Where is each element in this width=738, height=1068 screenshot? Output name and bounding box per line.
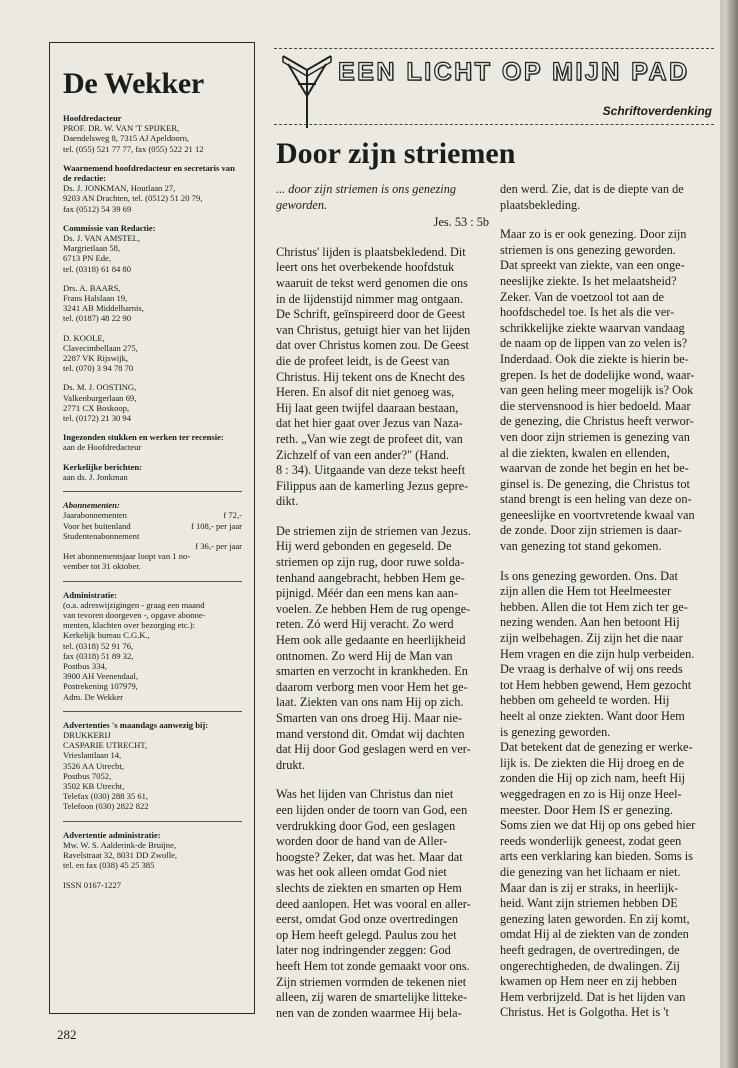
article-line: Is ons genezing geworden. Ons. Dat — [500, 568, 678, 583]
ad-admin-line: Mw. W. S. Aalderink-de Bruijne, — [63, 839, 177, 850]
subscription-price: f 72,- — [223, 510, 242, 521]
article-line: Filippus aan de kamerling Jezus gepre- — [276, 478, 469, 493]
colophon-line: tel. (0318) 61 84 80 — [63, 263, 132, 274]
advertising-line: 3526 AA Utrecht, — [63, 760, 124, 771]
article-line: daarom verborg men voor Hem het ge- — [276, 679, 468, 694]
subscription-label: Jaarabonnementen — [63, 510, 127, 521]
right-paragraphs — [500, 182, 718, 1021]
colophon-line: Ds. M. J. OOSTING, — [63, 382, 137, 393]
article-line: later nog indringender zeggen: God — [276, 943, 451, 958]
article-line: smarten en verzocht in krankheden. En — [276, 664, 468, 679]
article-line: reten. Zó werd Hij veracht. Zo werd — [276, 617, 454, 632]
administration-line: Postbus 334, — [63, 660, 107, 671]
article-paragraph — [276, 524, 489, 774]
article-line: ongerechtigheden, de dwalingen. Zij — [500, 958, 680, 973]
advertising-line: 3502 KB Utrecht, — [63, 780, 125, 791]
administration-line: 3900 AH Veenendaal, — [63, 671, 139, 682]
article-line: van geen heling meer mogelijk is? Ook — [500, 383, 694, 398]
colophon-line: Clavecimbellaan 275, — [63, 342, 138, 353]
article-line: pijnigd. Méér dan een mens kan aan- — [276, 586, 458, 601]
colophon-line: 3241 AB Middelharnis, — [63, 303, 144, 314]
subscription-price: f 108,- per jaar — [190, 520, 242, 531]
article-line: Was het lijden van Christus dan niet — [276, 787, 454, 802]
article-line: in de lijdenstijd nimmer mag ontgaan. — [276, 291, 464, 306]
article-line: op Hem heeft gelegd. Paulus zou het — [276, 927, 457, 942]
colophon-block — [63, 163, 242, 214]
article-line: hoofdschedel toe. Is het als die ver- — [500, 305, 675, 320]
colophon-line: 9203 AN Drachten, tel. (0512) 51 20 79, — [63, 193, 203, 204]
article-line: De Schrift, geïnspireerd door de Geest — [276, 307, 466, 322]
colophon-block — [63, 432, 242, 452]
colophon-line: aan ds. J. Jonkman — [63, 471, 128, 482]
colophon-line: Frans Halslaan 19, — [63, 293, 128, 304]
colophon-line: Margrietlaan 58, — [63, 243, 121, 254]
advertising-heading: Advertenties 's maandags aanwezig bij: — [63, 719, 209, 730]
article-paragraph — [500, 227, 718, 554]
article-line: Hem vragen en die zijn hulp verbeiden. — [500, 646, 695, 661]
motto-text — [276, 182, 489, 213]
colophon-line: tel. (0187) 48 22 90 — [63, 313, 132, 324]
administration-line: menten, klachten over bezorging etc.): — [63, 620, 196, 631]
article-line: waaruit de tekst werd genomen die ons — [276, 275, 468, 290]
article-line: omdat Hij al de ziekten van de zonden — [500, 927, 689, 942]
administration-heading: Administratie: — [63, 589, 117, 600]
ad-admin-block — [63, 821, 242, 871]
colophon-line: 2287 VK Rijswijk, — [63, 353, 129, 364]
colophon-heading: Hoofdredacteur — [63, 113, 122, 123]
advertising-line: DRUKKERIJ — [63, 729, 111, 740]
article-line: ontnomen. Zo werd Hij de Man van — [276, 648, 453, 663]
article-line: De striemen zijn de striemen van Jezus. — [276, 523, 471, 538]
article-line: Dat betekent dat de genezing er werke- — [500, 740, 693, 755]
article-line: reeds wonderlijk geneest, zodat geen — [500, 833, 682, 848]
advertising-block — [63, 711, 242, 812]
article-line: was het ook alleen omdat God niet — [276, 865, 447, 880]
article-line: de genezing, die Christus heeft verwor- — [500, 414, 694, 429]
article-paragraph — [276, 787, 489, 1021]
colophon-line: PROF. DR. W. VAN 'T SPIJKER, — [63, 123, 180, 134]
article-paragraph — [500, 569, 718, 1021]
article-line: een lijden onder de toorn van God, een — [276, 802, 468, 817]
colophon-line: 6713 PN Ede, — [63, 253, 111, 264]
colophon-box — [49, 42, 255, 1014]
article-line: Maar dan is zij er straks, in heerlijk- — [500, 880, 679, 895]
advertising-line: Telefoon (030) 2822 822 — [63, 801, 149, 812]
colophon-line: Valkenburgerlaan 69, — [63, 392, 137, 403]
colophon-blocks — [63, 113, 242, 482]
article-line: die genezing van het lichaam er niet. — [500, 864, 681, 879]
motto-line: ... door zijn striemen is ons genezing — [276, 182, 457, 196]
article-line: hebben. Allen die tot Hem zich ter ge- — [500, 599, 688, 614]
subscription-label: Studentenabonnement — [63, 530, 140, 541]
administration-line: (o.a. adreswijzigingen - graag een maand — [63, 599, 205, 610]
article-line: deed aanlopen. Het was vooral en aller- — [276, 896, 471, 911]
article-line: worden door de hand van de Aller- — [276, 834, 448, 849]
administration-line: Kerkelijk bureau C.G.K., — [63, 630, 150, 641]
subscription-note-line: vember tot 31 oktober. — [63, 561, 141, 572]
advertising-line: Postbus 7052, — [63, 770, 112, 781]
article-line: ginsel is. De genezing, die Christus tot — [500, 476, 690, 491]
article-line: Zijn striemen vormden de tekenen niet — [276, 974, 467, 989]
subscriptions-heading: Abonnementen: — [63, 500, 120, 511]
article-line: nezing wenden. Aan hen betoont Hij — [500, 615, 680, 630]
open-book-cross-icon — [280, 50, 334, 130]
article-line: eerst, omdat God onze overtredingen — [276, 912, 458, 927]
page-number: 282 — [57, 1027, 77, 1042]
administration-line: van tevoren doorgeven -, opgave abonne- — [63, 609, 206, 620]
article-line: verdrukking door God, een geslagen — [276, 818, 456, 833]
colophon-line: Ds. J. VAN AMSTEL, — [63, 233, 141, 244]
subscription-rows — [63, 510, 242, 551]
colophon-heading: Kerkelijke berichten: — [63, 461, 142, 472]
article-line: Maar zo is er ook genezing. Door zijn — [500, 227, 687, 242]
article-line: laat. Ziekten van ons nam Hij op zich. — [276, 695, 464, 710]
administration-block — [63, 581, 242, 702]
motto — [276, 182, 489, 231]
article-line: hoogste? Zeker, dat was het. Maar dat — [276, 849, 463, 864]
article-line: Zichzelf of van een ander?" (Hand. — [276, 447, 449, 462]
article-line: mand verstond dit. Omdat wij dachten — [276, 726, 465, 741]
article-column-left — [276, 182, 489, 1035]
subscription-note — [63, 551, 242, 571]
article-line: dat Hij door God geslagen werd en ver- — [276, 742, 471, 757]
subscription-row — [63, 521, 242, 531]
scripture-reference: Jes. 53 : 5b — [433, 215, 489, 230]
ad-admin-line: Ravelstraat 32, 8031 DD Zwolle, — [63, 849, 178, 860]
issn: ISSN 0167-1227 — [63, 880, 122, 891]
article-line: kwamen op Hem neer en zij hebben — [500, 974, 677, 989]
article-line: arts een verklaring kan bieden. Soms is — [500, 849, 693, 864]
article-line: Hij werd gebonden en gegeseld. De — [276, 539, 452, 554]
colophon-block — [63, 382, 242, 423]
article-line: geneeslijke en voortvretende kwaal van — [500, 507, 695, 522]
article-line: al die ziekten, kwalen en ellenden, — [500, 445, 670, 460]
administration-line: Adm. De Wekker — [63, 691, 124, 702]
administration-line: fax (0318) 51 89 32, — [63, 650, 134, 661]
colophon-heading: Waarnemend hoofdredacteur en secretaris van de redactie: — [63, 162, 235, 184]
article-line: weggedragen en zo is Hij onze Heel- — [500, 786, 682, 801]
administration-line: tel. (0318) 52 91 76, — [63, 640, 134, 651]
colophon-line: aan de Hoofdredacteur — [63, 442, 142, 453]
article-line: 8 : 34). Uitgaande van deze tekst heeft — [276, 463, 466, 478]
article-line: waarvan de zonde het begin en het be- — [500, 461, 689, 476]
article-line: den werd. Zie, dat is de diepte van de — [500, 182, 684, 196]
article-line: heid. Want zijn striemen hebben DE — [500, 896, 678, 911]
colophon-block — [63, 462, 242, 482]
issn-block — [63, 880, 242, 890]
article-line: van genezing tot stand gekomen. — [500, 539, 662, 554]
advertising-line: Telefax (030) 288 35 61, — [63, 791, 149, 802]
ad-admin-line: tel. en fax (038) 45 25 385 — [63, 860, 155, 871]
article-line: Soms zien we dat Hij op ons gebed hier — [500, 818, 696, 833]
article-line: Heren. En alsof dit niet genoeg was, — [276, 385, 455, 400]
colophon-block — [63, 333, 242, 374]
colophon-line: tel. (070) 3 94 78 70 — [63, 363, 134, 374]
page-edge — [724, 0, 738, 1068]
article-line: striemen op zijn rug, door ruwe solda- — [276, 555, 465, 570]
article-line: Hij laat geen twijfel daaraan bestaan, — [276, 400, 459, 415]
article-line: Christus. Het is Golgotha. Het is 't — [500, 1005, 669, 1020]
article-line: De vraag is derhalve of wij ons reeds — [500, 662, 683, 677]
article-line: die stervensnood is hier bedoeld. Maar — [500, 398, 691, 413]
article-line: van Christus, getuigt hier van het lijden — [276, 322, 471, 337]
banner-top-rule — [274, 48, 714, 49]
colophon-line: fax (0512) 54 39 69 — [63, 203, 132, 214]
article-line: Inderdaad. Ook die ziekte is hierin be- — [500, 351, 689, 366]
banner-title: EEN LICHT OP MIJN PAD — [338, 58, 690, 86]
article-line: zijn welbehagen. Zij zijn het die naar — [500, 631, 683, 646]
administration-lines — [63, 600, 242, 702]
colophon-line: Ds. J. JONKMAN, Houtlaan 27, — [63, 183, 176, 194]
banner-subtitle: Schriftoverdenking — [602, 104, 712, 118]
article-line: plaatsbekleding. — [500, 197, 581, 212]
motto-line: geworden. — [276, 197, 328, 212]
ad-admin-lines — [63, 840, 242, 871]
subscription-note-line: Het abonnementsjaar loopt van 1 no- — [63, 551, 191, 562]
article-line: dikt. — [276, 494, 299, 509]
colophon-line: tel. (055) 521 77 77, fax (055) 522 21 12 — [63, 143, 204, 154]
colophon-block — [63, 113, 242, 154]
article-line: Christus' lijden is plaatsbekledend. Dit — [276, 244, 466, 259]
article-line: zonden die Hij op zich nam, heeft Hij — [500, 771, 686, 786]
article-line: is genezing geworden. — [500, 724, 611, 739]
article-line: Hem ook alle gedaante en heerlijkheid — [276, 633, 466, 648]
administration-line: Postrekening 107979, — [63, 681, 138, 692]
article-line: tot Hem hebben gewend, Hem gezocht — [500, 677, 692, 692]
article-line: de naam op de lippen van zo velen is? — [500, 336, 688, 351]
article-line: zijn allen die Hem tot Heelmeester — [500, 584, 672, 599]
article-line: schrikkelijke ziekte waarvan vandaag — [500, 320, 685, 335]
article-line: Smarten van ons droeg Hij. Maar nie- — [276, 711, 463, 725]
advertising-lines — [63, 730, 242, 812]
article-line: neeslijke ziekte. Is het melaatsheid? — [500, 273, 677, 288]
colophon-block — [63, 283, 242, 324]
article-line: reth. „Van wie zegt de profeet dit, van — [276, 431, 463, 446]
subscription-row — [63, 510, 242, 520]
article-line: grepen. Is het de dodelijke wond, waar- — [500, 367, 695, 382]
article-line: tenhand aangebracht, hebben Hem ge- — [276, 570, 465, 585]
colophon-line: D. KOOLE, — [63, 332, 105, 343]
article-line: hebben om geheeld te worden. Hij — [500, 693, 670, 708]
advertising-line: Vrieslantlaan 14, — [63, 750, 122, 761]
colophon-line: Drs. A. BAARS, — [63, 282, 121, 293]
article-line: dat over Christus komen zou. De Geest — [276, 338, 469, 353]
article-line: voelen. Ze hebben Hem de rug openge- — [276, 601, 471, 616]
subscription-row — [63, 531, 242, 541]
article-paragraph — [276, 245, 489, 510]
article-line: Zeker. Van de voetzool tot aan de — [500, 289, 665, 304]
article-line: Dat spreekt van ziekte, van een onge- — [500, 258, 685, 273]
subscription-price: f 36,- per jaar — [195, 540, 242, 551]
subscription-row — [63, 541, 242, 551]
article-line: slechts de ziekten en smarten op Hem — [276, 880, 462, 895]
subscription-label: Voor het buitenland — [63, 520, 131, 531]
article-line: lijk is. De ziekten die Hij droeg en de — [500, 755, 685, 770]
colophon-heading: Ingezonden stukken en werken ter recensie: — [63, 432, 224, 443]
article-line: leert ons het overbekende hoofdstuk — [276, 260, 455, 275]
article-line: drukt. — [276, 757, 306, 772]
masthead: De Wekker — [63, 67, 204, 100]
article-line: dat het hier gaat over Jezus van Naza- — [276, 416, 463, 431]
colophon-block — [63, 223, 242, 274]
ad-admin-heading: Advertentie administratie: — [63, 829, 161, 840]
article-line: ven door zijn striemen is genezing van — [500, 429, 690, 444]
article-line: heelt al onze ziekten. Want door Hem — [500, 709, 685, 723]
article-line: die de profeet leidt, is de Geest van — [276, 353, 450, 368]
article-line: genezing laten geworden. En zij komt, — [500, 911, 690, 926]
banner-bottom-rule — [274, 124, 714, 125]
article-line: heeft gedragen, de overtredingen, de — [500, 942, 680, 957]
colophon-line: Daendelsweg 8, 7315 AJ Apeldoorn, — [63, 133, 190, 144]
subscriptions-block — [63, 491, 242, 571]
colophon-heading: Commissie van Redactie: — [63, 222, 156, 233]
article-line: alleen, zij waren de smartelijke litteke- — [276, 990, 468, 1005]
article-title: Door zijn striemen — [276, 137, 516, 170]
article-line: nen van de zonden waarmee Hij bela- — [276, 1005, 462, 1020]
advertising-line: CASPARIE UTRECHT, — [63, 740, 148, 751]
article-line: de zonde. Door zijn striemen is daar- — [500, 523, 682, 538]
section-banner — [274, 48, 714, 122]
article-line: heeft Hem tot zonde gemaakt voor ons. — [276, 958, 470, 973]
article-line: meester. Door Hem IS er genezing. — [500, 802, 674, 817]
article-line: Hem verbrijzeld. Dat is het lijden van — [500, 989, 686, 1004]
colophon-line: 2771 CX Boskoop, — [63, 402, 130, 413]
article-column-right — [500, 182, 718, 1035]
article-line: striemen is ons genezing geworden. — [500, 242, 676, 257]
article-line: stand brengt is een heling van deze on- — [500, 492, 692, 507]
article-paragraph — [500, 182, 718, 213]
left-paragraphs — [276, 245, 489, 1022]
article-line: Christus. Hij tekent ons de Knecht des — [276, 369, 465, 384]
colophon-line: tel. (0172) 21 30 94 — [63, 413, 132, 424]
